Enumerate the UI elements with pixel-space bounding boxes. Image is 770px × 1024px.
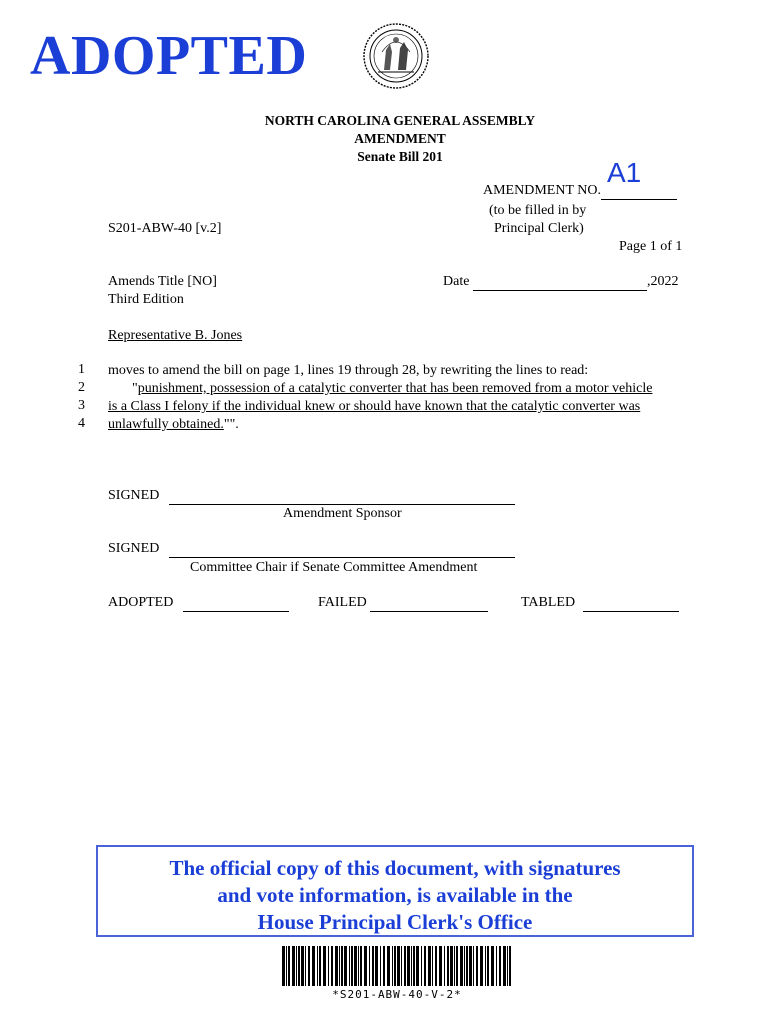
chair-caption: Committee Chair if Senate Committee Amendment — [190, 560, 478, 575]
notice-line-2: and vote information, is available in the — [217, 883, 573, 907]
signed-chair-row — [108, 540, 515, 558]
adopted-label: ADOPTED — [108, 595, 174, 610]
date-year: ,2022 — [646, 274, 679, 289]
line-number: 3 — [78, 398, 85, 413]
body-line-3: is a Class I felony if the individual knew or should have known that the catalytic converter was — [108, 399, 641, 414]
failed-label: FAILED — [318, 595, 367, 610]
amendment-no-label: AMENDMENT NO. — [483, 183, 601, 198]
adopted-row — [108, 594, 289, 612]
line-number: 2 — [78, 380, 85, 395]
barcode-icon — [282, 946, 512, 986]
amends-title: Amends Title [NO] — [108, 274, 217, 289]
amendment-heading: AMENDMENT — [354, 131, 446, 146]
failed-field[interactable] — [370, 594, 488, 612]
line-number: 1 — [78, 362, 85, 377]
failed-row — [318, 594, 488, 612]
line-number: 4 — [78, 416, 85, 431]
state-seal-icon — [362, 22, 430, 90]
barcode-text: *S201-ABW-40-V-2* — [332, 988, 462, 1001]
date-field[interactable] — [473, 273, 647, 291]
signed-label: SIGNED — [108, 488, 160, 503]
amendment-no-value: A1 — [606, 157, 642, 188]
tabled-label: TABLED — [521, 595, 576, 610]
doc-id: S201-ABW-40 [v.2] — [108, 221, 222, 236]
body-line-4 — [108, 416, 690, 434]
assembly-heading: NORTH CAROLINA GENERAL ASSEMBLY — [264, 113, 536, 128]
bill-heading: Senate Bill 201 — [357, 149, 443, 164]
date-label: Date — [443, 274, 470, 289]
signed-sponsor-row — [108, 487, 515, 505]
adopted-stamp: ADOPTED — [30, 25, 308, 87]
notice-line-1: The official copy of this document, with signatures — [169, 856, 621, 880]
inserted-text-end: unlawfully obtained. — [108, 417, 224, 432]
body-line-1: moves to amend the bill on page 1, lines 19 through 28, by rewriting the lines to read: — [108, 363, 589, 378]
amendment-no-note1: (to be filled in by — [489, 203, 587, 218]
tabled-row — [521, 594, 679, 612]
inserted-text: punishment, possession of a catalytic converter that has been removed from a motor vehicle — [137, 381, 653, 396]
close-quote: "". — [223, 417, 239, 432]
page-number: Page 1 of 1 — [619, 239, 683, 254]
tabled-field[interactable] — [583, 594, 679, 612]
date-row — [443, 273, 678, 291]
sponsor-caption: Amendment Sponsor — [283, 506, 402, 521]
amendment-no-row — [483, 157, 677, 200]
adopted-field[interactable] — [183, 594, 289, 612]
amendment-no-field — [601, 157, 677, 200]
notice-line-3: House Principal Clerk's Office — [257, 910, 533, 934]
amendment-no-note2: Principal Clerk) — [494, 221, 584, 236]
body-line-2 — [108, 380, 690, 398]
sponsor-name: Representative B. Jones — [108, 328, 243, 343]
signed-label: SIGNED — [108, 541, 160, 556]
edition: Third Edition — [108, 292, 184, 307]
official-copy-notice — [96, 845, 694, 937]
sponsor-signature-line[interactable] — [169, 487, 515, 505]
open-quote: " — [132, 381, 138, 396]
chair-signature-line[interactable] — [169, 540, 515, 558]
